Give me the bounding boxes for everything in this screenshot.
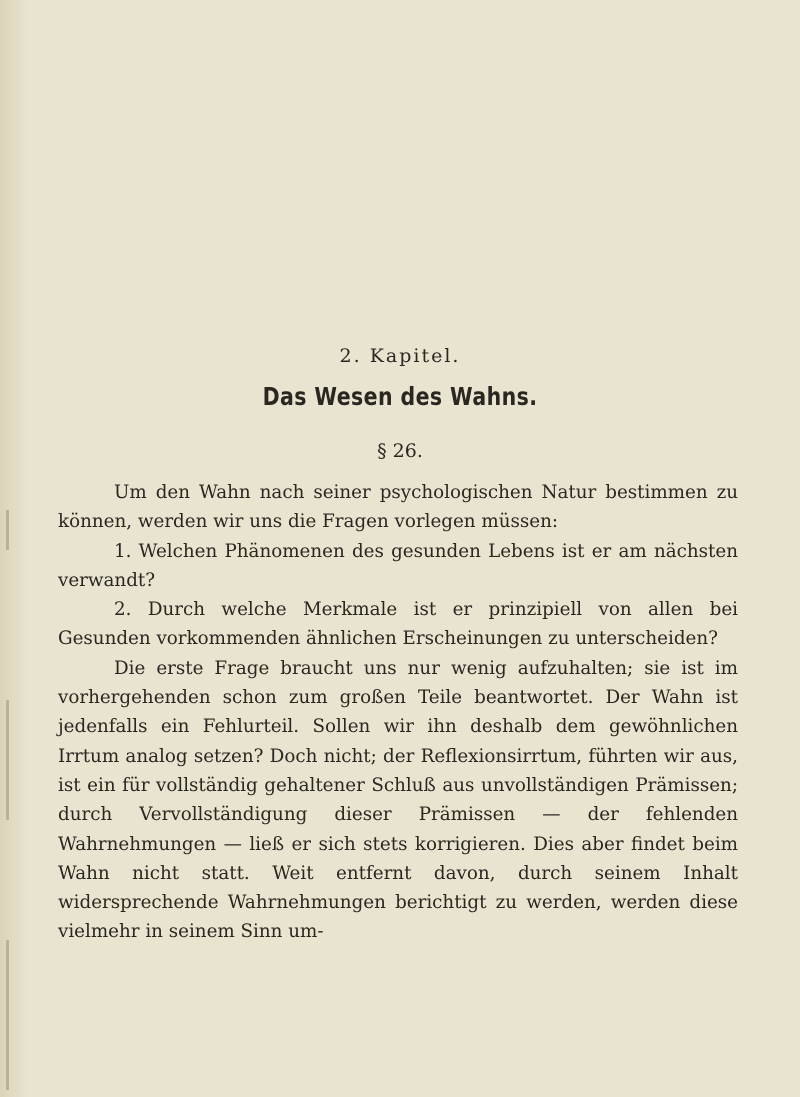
- paragraph: Die erste Frage braucht uns nur wenig aufzuhalten; sie ist im vorhergehenden schon zum großen Teile beantwortet. Der Wahn ist jedenfalls ein Fehlurteil. Sollen wir ihn deshalb dem gewöhnlichen Irrtum analog setzen? Doch nicht; der Reflexionsirrtum, führten wir aus, ist ein für vollständig gehaltener Schluß aus unvollständigen Prämissen; durch Vervollständigung dieser Prämissen — der fehlenden Wahrnehmungen — ließ er sich stets korrigieren. Dies aber findet beim Wahn nicht statt. Weit entfernt davon, durch seinem Inhalt widersprechende Wahrnehmungen berichtigt zu werden, werden diese vielmehr in seinem Sinn um-: [58, 657, 738, 943]
- section-number: § 26.: [377, 440, 423, 462]
- page-edge-shadow: [6, 700, 9, 820]
- paragraph: 2. Durch welche Merkmale ist er prinzipiell von allen bei Gesunden vorkommenden ähnlichen Erscheinungen zu unterscheiden?: [58, 599, 738, 650]
- chapter-title: Das Wesen des Wahns.: [262, 382, 538, 411]
- page-edge-shadow: [6, 510, 9, 550]
- page-edge-shadow: [6, 940, 9, 1090]
- paragraph: 1. Welchen Phänomenen des gesunden Lebens ist er am nächsten verwandt?: [58, 540, 738, 591]
- paragraph: Um den Wahn nach seiner psychologischen Natur bestimmen zu können, werden wir uns die Fragen vorlegen müssen:: [58, 482, 738, 533]
- chapter-heading: 2. Kapitel.: [339, 345, 461, 367]
- body-text: [58, 478, 738, 947]
